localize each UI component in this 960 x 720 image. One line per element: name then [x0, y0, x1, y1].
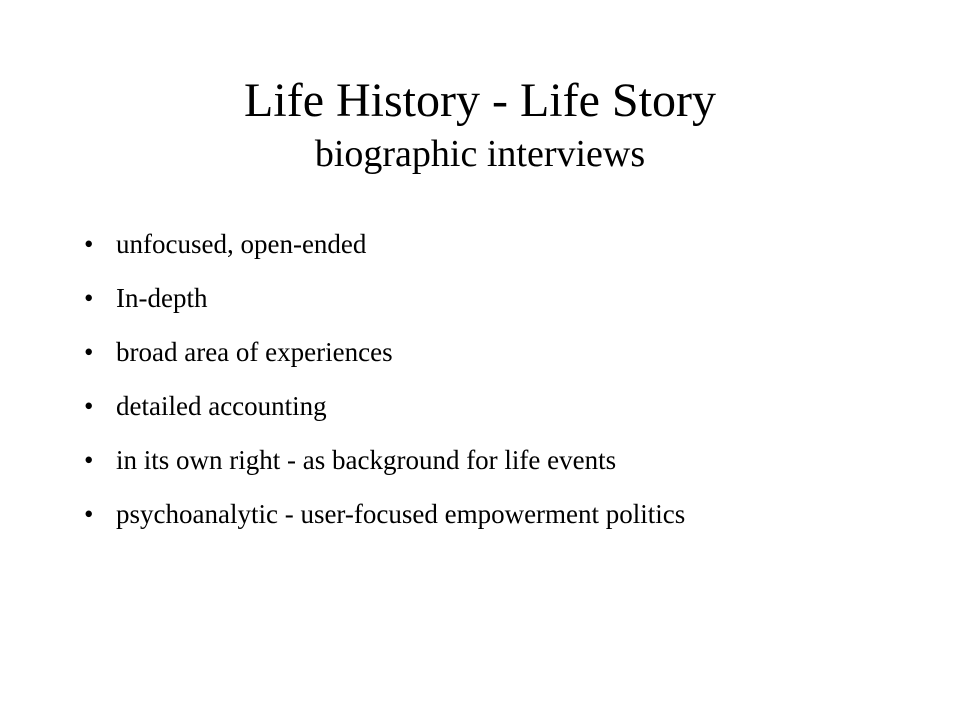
bullet-icon: • — [84, 229, 94, 259]
slide-title: Life History - Life Story — [244, 74, 716, 127]
bullet-item — [84, 390, 904, 423]
bullet-icon: • — [84, 283, 94, 313]
slide-title-block — [0, 72, 960, 178]
bullet-item — [84, 444, 904, 477]
bullet-item — [84, 228, 904, 261]
bullet-icon: • — [84, 391, 94, 421]
bullet-text: broad area of experiences — [116, 337, 393, 367]
bullet-icon: • — [84, 499, 94, 529]
bullet-text: detailed accounting — [116, 391, 327, 421]
slide-subtitle: biographic interviews — [314, 133, 646, 175]
bullet-icon: • — [84, 337, 94, 367]
bullet-text: In-depth — [116, 283, 208, 313]
bullet-text: psychoanalytic - user-focused empowerment politics — [116, 499, 686, 529]
bullet-list — [84, 228, 904, 552]
bullet-icon: • — [84, 445, 94, 475]
bullet-item — [84, 282, 904, 315]
bullet-item — [84, 498, 904, 531]
bullet-item — [84, 336, 904, 369]
bullet-text: unfocused, open-ended — [116, 229, 367, 259]
bullet-text: in its own right - as background for life events — [116, 445, 617, 475]
